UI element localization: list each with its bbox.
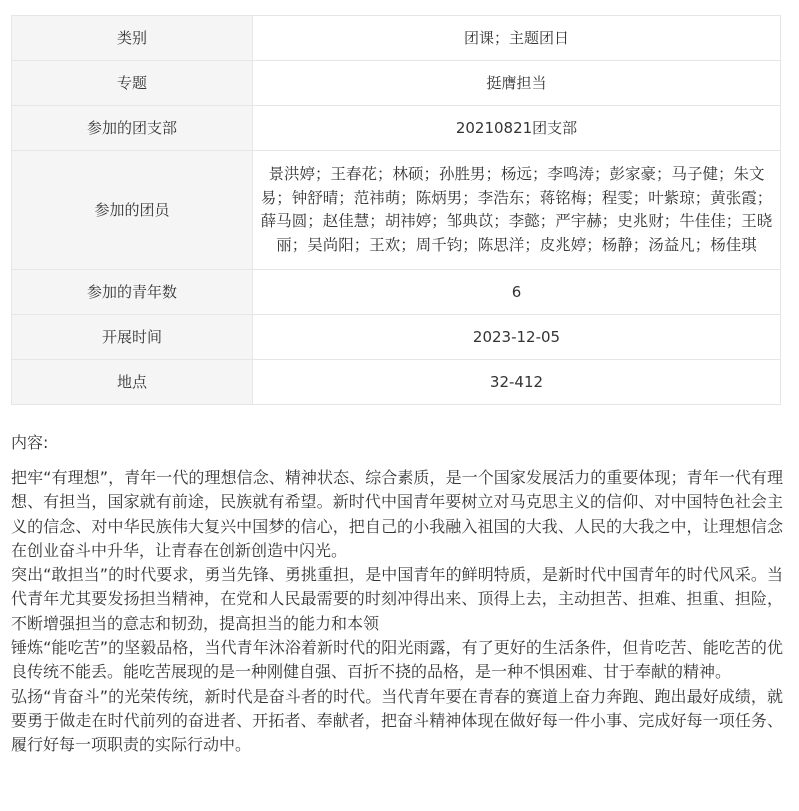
activity-info-table <box>11 15 781 405</box>
location-value: 32-412 <box>253 360 781 405</box>
content-paragraph: 突出“敢担当”的时代要求，勇当先锋、勇挑重担，是中国青年的鲜明特质，是新时代中国青年的时代风采。当代青年尤其要发扬担当精神，在党和人民最需要的时刻冲得出来、顶得上去，主动担苦、担难、担重、担险，不断增强担当的意志和韧劲，提高担当的能力和本领 <box>11 565 783 633</box>
content-body <box>11 466 783 758</box>
table-row <box>12 151 781 270</box>
topic-label: 专题 <box>12 61 253 106</box>
table-row <box>12 315 781 360</box>
youth-count-label: 参加的青年数 <box>12 270 253 315</box>
content-heading: 内容: <box>11 433 49 452</box>
category-value: 团课；主题团日 <box>253 16 781 61</box>
branch-value: 20210821团支部 <box>253 106 781 151</box>
content-paragraph: 把牢“有理想”，青年一代的理想信念、精神状态、综合素质，是一个国家发展活力的重要体现；青年一代有理想、有担当，国家就有前途，民族就有希望。新时代中国青年要树立对马克思主义的信仰、对中国特色社会主义的信念、对中华民族伟大复兴中国梦的信心，把自己的小我融入祖国的大我、人民的大我之中，让理想信念在创业奋斗中升华，让青春在创新创造中闪光。 <box>11 468 783 560</box>
youth-count-value: 6 <box>253 270 781 315</box>
category-label: 类别 <box>12 16 253 61</box>
date-label: 开展时间 <box>12 315 253 360</box>
table-row <box>12 106 781 151</box>
topic-value: 挺膺担当 <box>253 61 781 106</box>
table-row <box>12 16 781 61</box>
members-label: 参加的团员 <box>12 151 253 270</box>
table-row <box>12 360 781 405</box>
location-label: 地点 <box>12 360 253 405</box>
table-row <box>12 61 781 106</box>
table-row <box>12 270 781 315</box>
date-value: 2023-12-05 <box>253 315 781 360</box>
content-paragraph: 锤炼“能吃苦”的坚毅品格，当代青年沐浴着新时代的阳光雨露，有了更好的生活条件，但肯吃苦、能吃苦的优良传统不能丢。能吃苦展现的是一种刚健自强、百折不挠的品格，是一种不惧困难、甘于奉献的精神。 <box>11 638 783 682</box>
members-value: 景洪婷；王春花；林硕；孙胜男；杨远；李鸣涛；彭家豪；马子健；朱文易；钟舒晴；范祎萌；陈炳男；李浩东；蒋铭梅；程雯；叶紫琼；黄张霞；薛马圆；赵佳慧；胡祎婷；邹典苡；李懿；严宇赫；史兆财；牛佳佳；王晓丽；吴尚阳；王欢；周千钧；陈思洋；皮兆婷；杨静；汤益凡；杨佳琪 <box>253 151 781 270</box>
content-paragraph: 弘扬“肯奋斗”的光荣传统，新时代是奋斗者的时代。当代青年要在青春的赛道上奋力奔跑、跑出最好成绩，就要勇于做走在时代前列的奋进者、开拓者、奉献者，把奋斗精神体现在做好每一件小事、完成好每一项任务、履行好每一项职责的实际行动中。 <box>11 686 783 755</box>
branch-label: 参加的团支部 <box>12 106 253 151</box>
